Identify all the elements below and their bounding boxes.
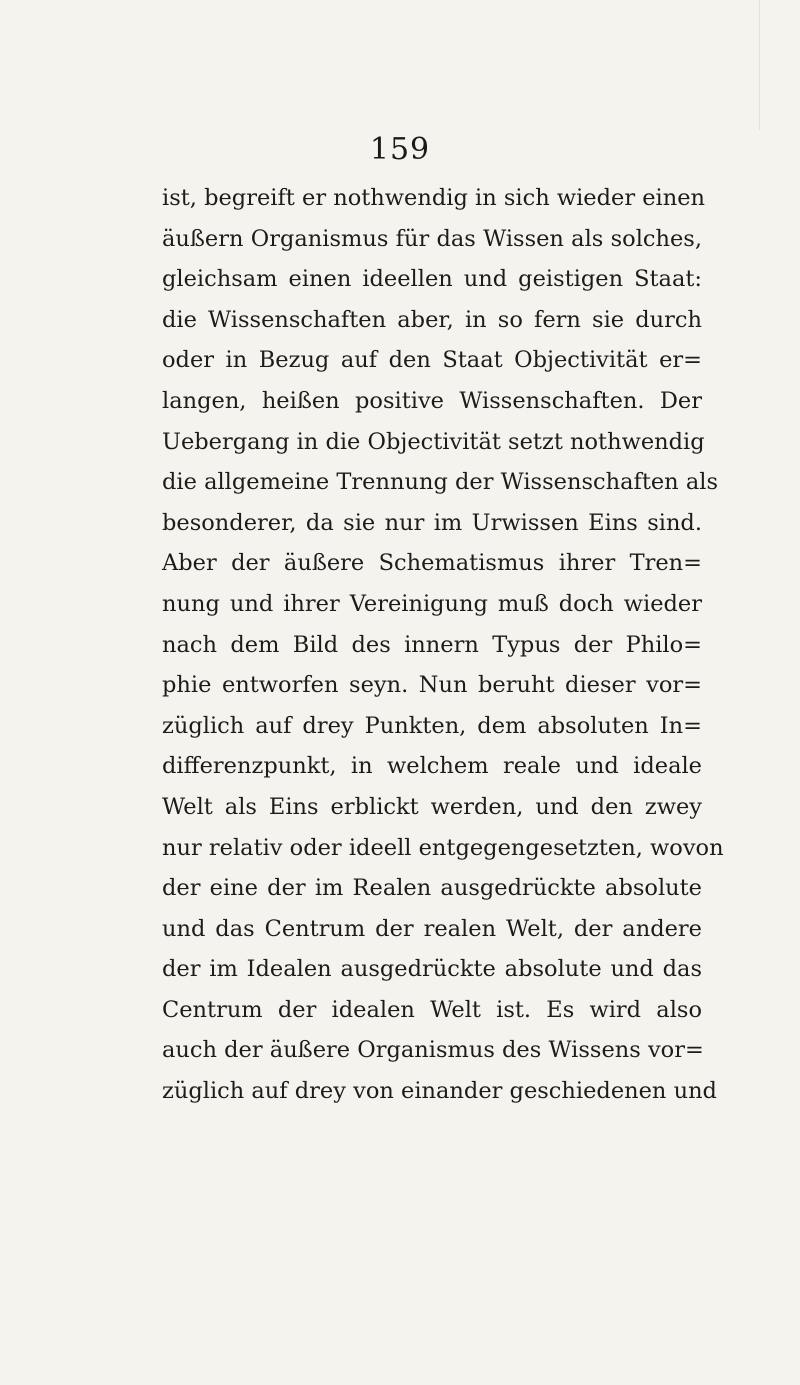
- text-line: nung und ihrer Vereinigung muß doch wieder: [162, 590, 702, 617]
- page-number: 159: [369, 132, 431, 167]
- text-line: und das Centrum der realen Welt, der andere: [162, 915, 702, 942]
- text-line: züglich auf drey Punkten, dem absoluten In=: [162, 712, 702, 739]
- text-line: der im Idealen ausgedrückte absolute und das: [162, 956, 702, 983]
- text-line: phie entworfen seyn. Nun beruht dieser vor=: [162, 672, 702, 699]
- text-line: Centrum der idealen Welt ist. Es wird also: [162, 996, 702, 1023]
- text-line: gleichsam einen ideellen und geistigen Staat:: [162, 266, 702, 293]
- text-line: langen, heißen positive Wissenschaften. Der: [162, 387, 702, 414]
- text-line: züglich auf drey von einander geschiedenen und: [162, 1078, 717, 1105]
- text-line: auch der äußere Organismus des Wissens vor=: [162, 1037, 704, 1064]
- text-line: Uebergang in die Objectivität setzt nothwendig: [162, 428, 705, 455]
- text-line: Aber der äußere Schematismus ihrer Tren=: [162, 550, 702, 577]
- text-line: besonderer, da sie nur im Urwissen Eins sind.: [162, 509, 702, 536]
- text-line: nach dem Bild des innern Typus der Philo=: [162, 631, 702, 658]
- text-line: äußern Organismus für das Wissen als solches,: [162, 225, 702, 252]
- page-edge: [759, 0, 800, 130]
- text-line: die Wissenschaften aber, in so fern sie durch: [162, 306, 702, 333]
- text-line: oder in Bezug auf den Staat Objectivität er=: [162, 347, 702, 374]
- text-line: der eine der im Realen ausgedrückte absolute: [162, 875, 702, 902]
- text-line: die allgemeine Trennung der Wissenschaften als: [162, 469, 718, 496]
- text-line: Welt als Eins erblickt werden, und den zwey: [162, 793, 702, 820]
- text-line: nur relativ oder ideell entgegengesetzten, wovon: [162, 834, 724, 861]
- text-line: differenzpunkt, in welchem reale und ideale: [162, 753, 702, 780]
- text-line: ist, begreift er nothwendig in sich wieder einen: [162, 185, 706, 211]
- body-text: [162, 178, 724, 1112]
